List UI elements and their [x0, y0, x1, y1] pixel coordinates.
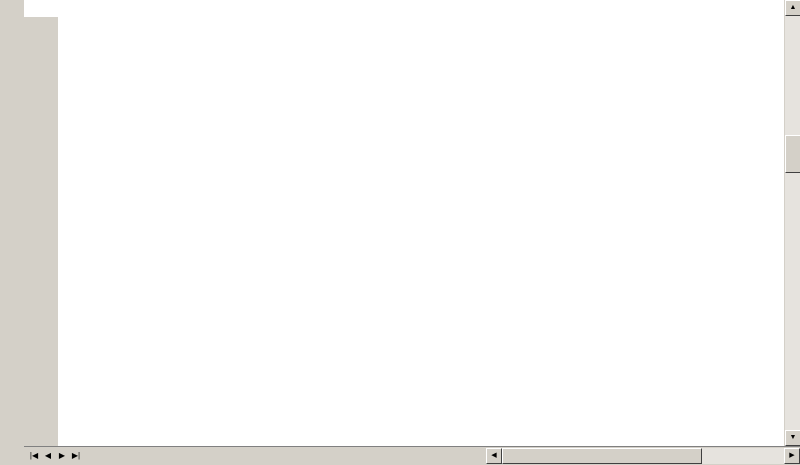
vertical-scroll-thumb[interactable]: [785, 135, 800, 173]
last-sheet-icon[interactable]: ▶|: [71, 451, 81, 460]
sheet-tab-bar: [24, 446, 800, 465]
horizontal-scrollbar[interactable]: [486, 448, 800, 464]
scroll-right-button[interactable]: ▶: [784, 448, 800, 464]
first-sheet-icon[interactable]: |◀: [29, 451, 39, 460]
scroll-down-button[interactable]: ▼: [785, 430, 800, 446]
horizontal-scroll-thumb[interactable]: [502, 448, 702, 464]
spreadsheet-grid[interactable]: [24, 0, 784, 446]
next-sheet-icon[interactable]: ▶: [58, 451, 66, 460]
column-header-row: [24, 0, 784, 17]
prev-sheet-icon[interactable]: ◀: [44, 451, 52, 460]
vertical-scrollbar[interactable]: [784, 0, 800, 446]
left-toolbar: [0, 0, 25, 450]
outline-gutter[interactable]: [24, 17, 58, 446]
scroll-left-button[interactable]: ◀: [486, 448, 502, 464]
scroll-up-button[interactable]: ▲: [785, 0, 800, 16]
